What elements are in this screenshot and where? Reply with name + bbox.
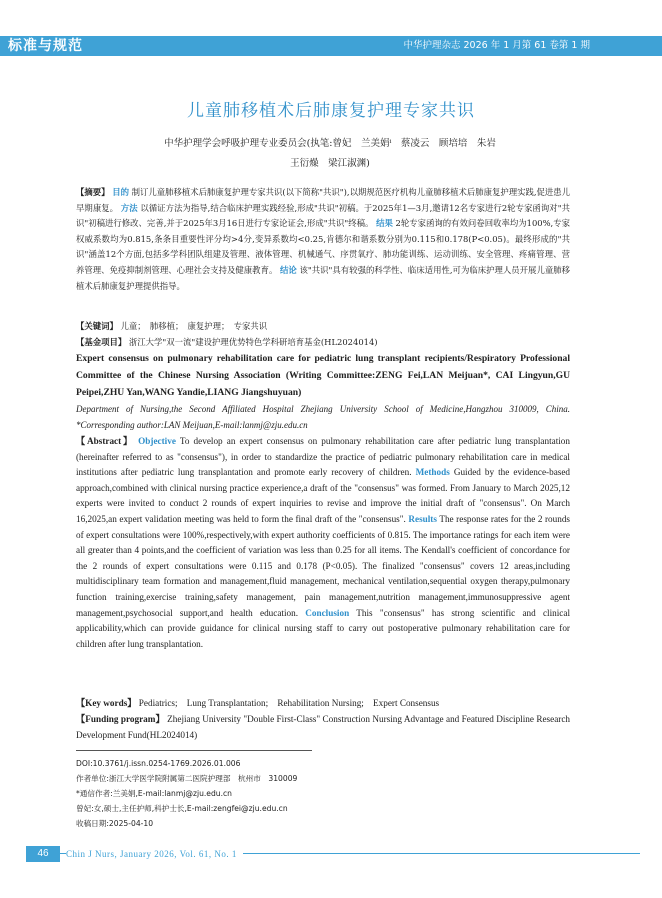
english-affiliation: Department of Nursing,the Second Affiliated Hospital Zhejiang University School of Medicine,Hangzhou 310009, China. *Corresponding author:LAN Meijuan,E-mail:lanmj@zju.edu.cn	[76, 404, 570, 430]
page-number: 46	[37, 848, 49, 859]
funding-en-label: 【Funding program】	[76, 714, 165, 724]
conclusion-en-text: This "consensus" has strong scientific and clinical applicability,which can provide guidance for clinical nursing staff to carry out postoperative pulmonary rehabilitation care for children after lung transplantation.	[76, 607, 570, 649]
methods-en-text: Guided by the evidence-based approach,combined with clinical nursing practice experience,a draft of the "consensus" was formed. From January to March 2025,12 experts were invited to conduct 2 rounds of expert inquiries to revise and improve the initial draft of "consensus". On March 16,2025,an expert validation meeting was held to form the final draft of the "consensus".	[76, 467, 571, 524]
footnote-author-bio: 曾妃:女,硕士,主任护师,科护士长,E-mail:zengfei@zju.edu.cn	[76, 804, 288, 813]
methods-text: 以循证方法为指导,结合临床护理实践经验,形成"共识"初稿。于2025年1—3月,邀请12名专家进行2轮专家函询对"共识"初稿进行修改、完善,并于2025年3月16日进行专家论证会,形成"共识"终稿。	[76, 202, 570, 229]
methods-label: 方法	[120, 202, 138, 213]
results-en-text: The response rates for the 2 rounds of expert consultations were 100%,respectively,with expert authority coefficients of 0.815. The importance ratings for each item were all greater than 4 points,and the coefficient of variation was less than 0.25 for all items. The Kendall's coefficient of concordance for the 2 rounds of expert consultations were 0.115 and 0.178 (P<0.05). The finalized "consensus" covers 12 areas,including multidisciplinary team formation and management,fluid management, mechanical ventilation,sequential oxygen therapy,pulmonary function training,exercise training,safety management, pain management,nutrition management,immunosuppressive agent management,psychosocial support,and health education.	[76, 513, 570, 618]
objective-en-text: To develop an expert consensus on pulmonary rehabilitation care after pediatric lung transplantation (hereinafter referred to as "consensus"), in order to standardize the practice of pediatric pulmonary rehabilitation care in medical institutions after pediatric lung transplantation and promote early recovery of children.	[76, 436, 570, 478]
keywords-en-text: Pediatrics; Lung Transplantation; Rehabilitation Nursing; Expert Consensus	[138, 698, 440, 708]
abstract-label: 【摘要】	[76, 187, 110, 197]
keywords-label: 【关键词】	[76, 321, 118, 331]
keywords-text: 儿童； 肺移植； 康复护理； 专家共识	[120, 321, 268, 331]
funding-text: 浙江大学"双一流"建设护理优势特色学科研培育基金(HL2024014)	[128, 337, 378, 347]
funding-cn	[76, 335, 570, 351]
keywords-cn	[76, 319, 570, 335]
methods-en-label: Methods	[415, 467, 450, 478]
english-title: Expert consensus on pulmonary rehabilitation care for pediatric lung transplant recipients/Respiratory Professional Committee of the Chinese Nursing Association (Writing Committee:ZENG Fei,LAN Meijuan*, CAI Lingyun,GU Peipei,ZHU Yan,WANG Yandie,LIANG Jiangshuyuan)	[76, 353, 570, 398]
funding-en-text: Zhejiang University "Double First-Class" Construction Nursing Advantage and Featured Discipline Research Development Fund(HL2024014)	[76, 714, 571, 740]
results-label: 结果	[376, 218, 393, 229]
objective-en-label: Objective	[138, 436, 176, 446]
abstract-cn	[76, 185, 570, 294]
article-title: 儿童肺移植术后肺康复护理专家共识	[187, 101, 475, 121]
objective-label: 目的	[112, 187, 129, 197]
footnote-affiliation: 作者单位:浙江大学医学院附属第二医院护理部 杭州市 310009	[76, 774, 298, 783]
footnote-divider	[76, 750, 312, 751]
authors-line-1: 中华护理学会呼吸护理专业委员会(执笔:曾妃 兰美娟ⁱ 蔡凌云 顾培培 朱岩	[164, 138, 496, 149]
results-text: 2轮专家函询的有效问卷回收率均为100%,专家权威系数均为0.815,条条目重要性评分均>4分,变异系数均<0.25,肯德尔和谐系数分别为0.115和0.178(P<0.05)。最终形成的"共识"涵盖12个方面,包括多学科团队组建及管理、液体管理、机械通气、序贯氧疗、肺功能训练、运动训练、安全管理、疼痛管理、营养管理、免疫抑制剂管理、心理社会支持及健康教育。	[76, 218, 570, 275]
authors-line-2: 王衍燥 梁江淑渊)	[290, 158, 370, 169]
conclusion-text: 该"共识"具有较强的科学性、临床适用性,可为临床护理人员开展儿童肺移植术后肺康复护理提供指导。	[76, 264, 570, 291]
conclusion-en-label: Conclusion	[305, 607, 350, 618]
section-label: 标准与规范	[8, 38, 83, 54]
footnote-doi: DOI:10.3761/j.issn.0254-1769.2026.01.006	[76, 759, 241, 768]
funding-label: 【基金项目】	[76, 337, 127, 347]
abstract-en	[76, 434, 570, 652]
header-bar	[0, 36, 662, 56]
keywords-en-label: 【Key words】	[76, 698, 137, 708]
results-en-label: Results	[408, 513, 437, 524]
page-number-box	[26, 846, 60, 862]
footnote-received: 收稿日期:2025-04-10	[76, 819, 154, 828]
footer-journal: Chin J Nurs, January 2026, Vol. 61, No. 1	[66, 846, 243, 862]
funding-en	[76, 712, 570, 743]
conclusion-label: 结论	[280, 264, 297, 275]
abstract-en-label: 【Abstract】	[76, 436, 135, 446]
journal-issue: 中华护理杂志 2026 年 1 月第 61 卷第 1 期	[403, 40, 590, 51]
keywords-en	[76, 696, 570, 712]
footnote-corresponding: *通信作者:兰美娟,E-mail:lanmj@zju.edu.cn	[76, 789, 232, 798]
objective-text: 制订儿童肺移植术后肺康复护理专家共识(以下简称"共识"),以期规范医疗机构儿童肺移植术后肺康复护理实践,促进患儿早期康复。	[76, 187, 571, 213]
